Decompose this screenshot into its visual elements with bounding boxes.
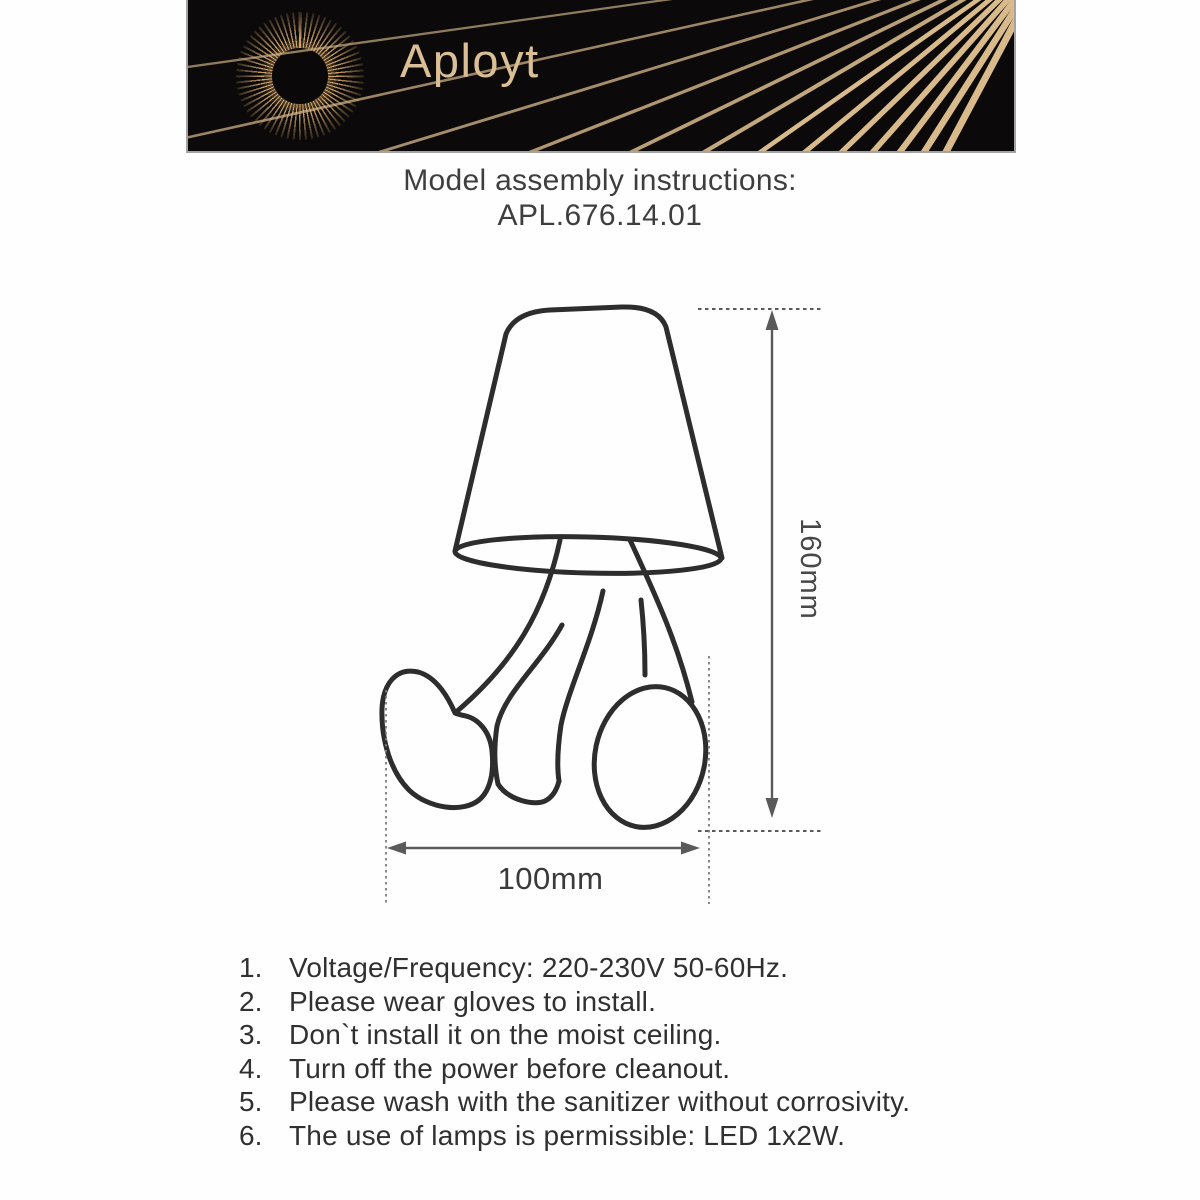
instruction-item — [239, 1018, 1029, 1052]
instruction-item — [239, 951, 1029, 985]
instruction-text: Turn off the power before cleanout. — [289, 1052, 731, 1084]
instruction-number: 5. — [239, 1086, 263, 1117]
instruction-item — [239, 1052, 1029, 1086]
instruction-text: The use of lamps is permissible: LED 1x2W. — [289, 1119, 846, 1151]
body-hem — [498, 781, 559, 803]
height-dimension-label: 160mm — [794, 518, 826, 620]
instruction-number: 1. — [239, 952, 263, 983]
instruction-number: 6. — [239, 1119, 263, 1151]
model-number: APL.676.14.01 — [497, 199, 703, 232]
body-fold-short — [641, 600, 645, 675]
body-fold-left — [495, 625, 562, 784]
instruction-text: Don`t install it on the moist ceiling. — [289, 1019, 722, 1050]
brand-wordmark: Aployt — [400, 34, 540, 87]
instruction-item — [239, 1085, 1029, 1119]
instruction-number: 3. — [239, 1019, 263, 1050]
instruction-number: 4. — [239, 1052, 263, 1084]
instruction-item — [239, 1119, 1029, 1153]
instruction-item — [239, 985, 1029, 1019]
instruction-text: Please wash with the sanitizer without corrosivity. — [289, 1086, 911, 1117]
lampshade-outline — [455, 307, 722, 558]
instruction-list — [239, 951, 1029, 1152]
right-foot — [581, 676, 718, 838]
title-line-1: Model assembly instructions: — [403, 164, 797, 197]
instruction-text: Please wear gloves to install. — [289, 985, 657, 1017]
instruction-number: 2. — [239, 985, 263, 1017]
instruction-text: Voltage/Frequency: 220-230V 50-60Hz. — [289, 952, 789, 983]
width-dimension-label: 100mm — [497, 861, 604, 896]
